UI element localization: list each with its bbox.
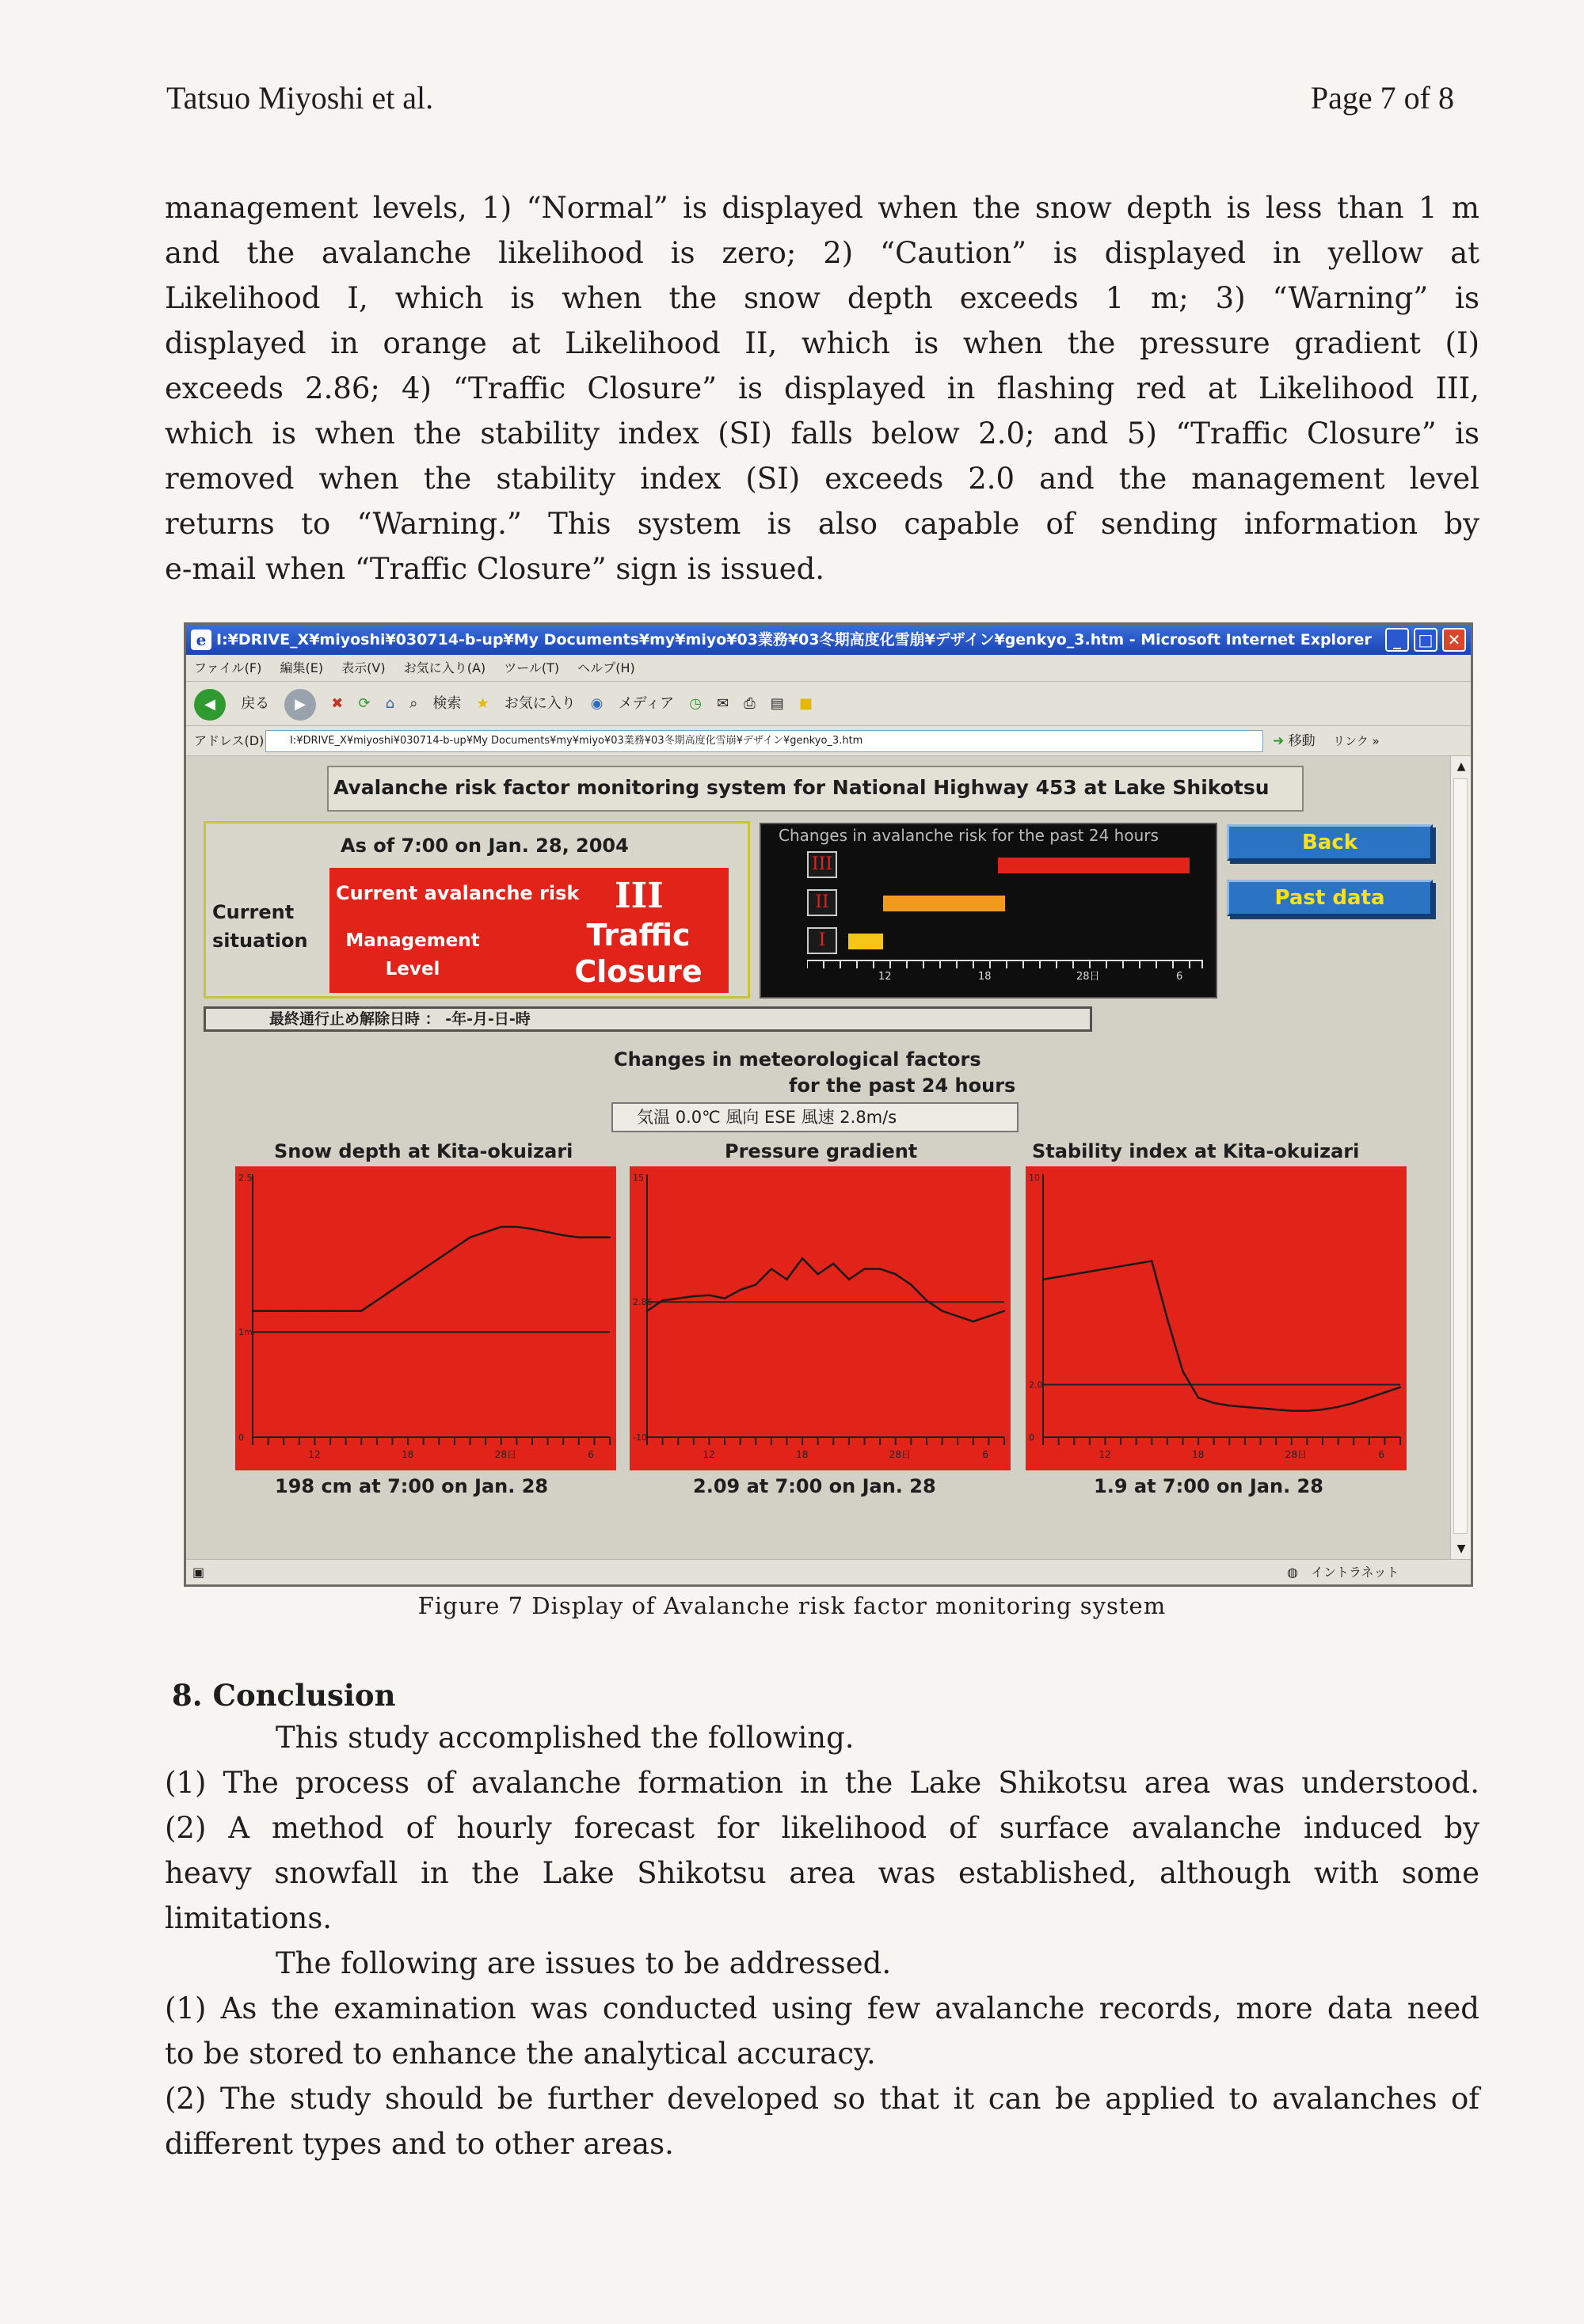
trend-tick-label: 12 (878, 971, 892, 981)
trend-level-iii: III (807, 851, 837, 878)
links-button[interactable]: リンク » (1333, 734, 1380, 748)
data-point (314, 1310, 315, 1311)
favorites-button-label[interactable]: お気に入り (504, 695, 576, 712)
text-line: (2) The study should be further developed so that it can be applied to avalanches of (165, 2082, 1479, 2116)
address-bar (186, 726, 1471, 756)
toolbar (186, 682, 1471, 726)
system-title: Avalanche risk factor monitoring system for National Highway 453 at Lake Shikotsu (327, 766, 1304, 812)
vertical-scrollbar[interactable] (1450, 756, 1471, 1559)
text-line: heavy snowfall in the Lake Shikotsu area was established, although with some (165, 1856, 1479, 1890)
text-line: which is when the stability index (SI) falls below 2.0; and 5) “Traffic Closure” is (165, 416, 1479, 451)
stability-index-current: 1.9 at 7:00 on Jan. 28 (1094, 1475, 1323, 1497)
page-number: Page 7 of 8 (1310, 80, 1454, 116)
folder-icon[interactable]: ■ (798, 695, 813, 712)
y-tick-label: 0 (238, 1432, 244, 1443)
data-point (376, 1299, 378, 1301)
management-level-value (559, 917, 718, 990)
current-situation-label (212, 898, 308, 955)
figure-caption: Figure 7 Display of Avalanche risk factor monitoring system (417, 1592, 1167, 1619)
trend-tick-label: 18 (978, 971, 992, 981)
back-button[interactable]: Back (1227, 824, 1433, 861)
menu-bar (186, 655, 1471, 682)
text-line: e-mail when “Traffic Closure” sign is issued. (165, 552, 825, 586)
data-point (988, 1315, 989, 1317)
back-button-label[interactable]: 戻る (241, 695, 270, 712)
trend-tick-label: 28日 (1076, 971, 1100, 981)
menu-file[interactable]: ファイル(F) (194, 660, 262, 675)
text-line: displayed in orange at Likelihood II, which is when the pressure gradient (I) (165, 326, 1479, 360)
data-point (267, 1310, 268, 1311)
data-point (1337, 1406, 1338, 1408)
management-value-line: Closure (574, 954, 703, 989)
data-point (1089, 1271, 1091, 1272)
minimize-button[interactable]: _ (1385, 628, 1409, 652)
chart-title-snow: Snow depth at Kita-okuizari (274, 1140, 573, 1162)
y-tick-label: 15 (633, 1173, 644, 1183)
scroll-up-icon[interactable]: ▲ (1456, 760, 1466, 773)
temperature-label: 気温 (637, 1108, 670, 1127)
data-point (693, 1295, 695, 1297)
data-point (1353, 1402, 1354, 1404)
text-line: This study accomplished the following. (276, 1721, 855, 1755)
search-icon[interactable]: ⌕ (409, 695, 418, 712)
risk-trend-title: Changes in avalanche risk for the past 24 hours (779, 826, 1159, 845)
x-tick-label: 6 (1378, 1449, 1385, 1460)
data-point (1057, 1276, 1059, 1277)
data-point (863, 1268, 865, 1269)
risk-level-value: III (615, 876, 664, 916)
close-button[interactable]: ✕ (1442, 628, 1466, 652)
data-point (724, 1298, 725, 1299)
data-point (360, 1310, 362, 1311)
window-titlebar (186, 625, 1471, 655)
management-value-line: Traffic (586, 918, 691, 953)
trend-bar-level-i (848, 934, 883, 949)
data-point (941, 1310, 942, 1311)
data-point (1275, 1409, 1277, 1410)
data-point (755, 1284, 756, 1285)
stop-icon[interactable]: ✖ (331, 695, 344, 712)
text-line: to be stored to enhance the analytical accuracy. (165, 2037, 876, 2071)
scroll-thumb[interactable] (1453, 778, 1468, 1534)
data-point (469, 1236, 470, 1238)
maximize-button[interactable]: □ (1414, 628, 1437, 652)
data-point (531, 1228, 533, 1230)
text-line: (2) A method of hourly forecast for likelihood of surface avalanche induced by (165, 1811, 1479, 1845)
running-header-author: Tatsuo Miyoshi et al. (166, 80, 434, 116)
data-point (593, 1236, 595, 1238)
management-level-label (337, 926, 488, 983)
series-line (1043, 1261, 1400, 1411)
trend-level-i: I (807, 927, 837, 954)
y-tick-label: 2.0 (1029, 1379, 1043, 1390)
print-icon[interactable]: ⎙ (744, 695, 756, 712)
series-line (253, 1227, 610, 1310)
data-point (817, 1273, 818, 1275)
current-situation-panel (204, 821, 750, 998)
security-zone-label: イントラネット (1311, 1565, 1399, 1580)
snow-depth-current: 198 cm at 7:00 on Jan. 28 (275, 1475, 549, 1497)
past-data-button[interactable]: Past data (1227, 880, 1433, 916)
data-point (609, 1236, 611, 1238)
go-button-label: 移動 (1288, 733, 1316, 749)
text-line: limitations. (165, 1901, 333, 1935)
trend-tick-label: 6 (1176, 971, 1183, 981)
meteo-title-line: for the past 24 hours (789, 1075, 1016, 1097)
menu-favorites[interactable]: お気に入り(A) (403, 660, 486, 675)
edit-icon[interactable]: ▤ (770, 695, 784, 712)
x-tick-label: 12 (308, 1449, 321, 1460)
data-point (802, 1257, 803, 1259)
intranet-zone-icon: ◍ (1287, 1565, 1298, 1580)
history-icon[interactable]: ◷ (689, 695, 702, 712)
pressure-gradient-chart (630, 1166, 1011, 1470)
x-tick-label: 12 (703, 1449, 715, 1460)
chart-plot (235, 1166, 616, 1470)
text-line: management levels, 1) “Normal” is displayed when the snow depth is less than 1 m (165, 191, 1479, 225)
data-point (1073, 1273, 1075, 1275)
chart-plot (630, 1166, 1011, 1470)
data-point (299, 1310, 300, 1311)
data-point (1228, 1405, 1230, 1406)
stability-index-chart (1026, 1166, 1407, 1470)
last-closure-lift-field: 最終通行止め解除日時 ： -年-月-日-時 (204, 1006, 1092, 1032)
browser-screenshot-figure (184, 622, 1473, 1587)
data-point (957, 1315, 958, 1317)
x-tick-label: 6 (982, 1449, 989, 1460)
x-tick-label: 18 (402, 1449, 414, 1460)
data-point (283, 1310, 284, 1311)
text-line: Likelihood I, which is when the snow depth exceeds 1 m; 3) “Warning” is (165, 281, 1479, 315)
data-point (1003, 1310, 1005, 1311)
data-point (501, 1226, 502, 1227)
data-point (832, 1263, 834, 1265)
data-point (329, 1310, 331, 1311)
data-point (1167, 1318, 1168, 1319)
data-point (879, 1268, 881, 1269)
home-icon[interactable]: ⌂ (385, 695, 395, 712)
wind-direction-label: 風向 (725, 1108, 760, 1127)
x-tick-label: 12 (1099, 1449, 1111, 1460)
temperature-value: 0.0℃ (675, 1108, 721, 1127)
management-label-line: Level (385, 959, 440, 979)
x-tick-label: 28日 (494, 1449, 517, 1460)
data-point (546, 1231, 548, 1233)
y-tick-label: 10 (1029, 1173, 1040, 1183)
y-tick-label: -10 (633, 1432, 647, 1443)
wind-speed-value: 2.8m/s (840, 1108, 897, 1127)
data-point (973, 1321, 974, 1322)
data-point (1369, 1397, 1370, 1398)
x-tick-label: 18 (1192, 1449, 1205, 1460)
data-point (516, 1226, 517, 1227)
text-line: (1) The process of avalanche formation in the Lake Shikotsu area was understood. (165, 1766, 1479, 1800)
data-point (661, 1299, 663, 1301)
text-line: returns to “Warning.” This system is also capable of sending information by (165, 507, 1479, 541)
x-tick-label: 6 (588, 1449, 595, 1460)
address-input[interactable]: I:¥DRIVE_X¥miyoshi¥030714-b-up¥My Documents¥my¥miyo¥03業務¥03冬期高度化雪崩¥デザイン¥genkyo_3.htm (265, 730, 1263, 752)
current-situation-line: situation (212, 930, 308, 952)
data-point (708, 1295, 710, 1296)
ie-logo-icon: e (191, 629, 211, 650)
data-point (646, 1310, 648, 1311)
search-button-label[interactable]: 検索 (432, 695, 462, 712)
trend-bar-level-iii (998, 858, 1190, 873)
data-point (895, 1273, 897, 1275)
text-line: (1) As the examination was conducted using few avalanche records, more data need (165, 1991, 1479, 2025)
risk-label: Current avalanche risk (336, 882, 580, 904)
text-line: The following are issues to be addressed. (276, 1946, 892, 1980)
risk-trend-panel (760, 823, 1217, 998)
data-point (1259, 1407, 1261, 1409)
y-tick-label: 1m (238, 1327, 253, 1338)
data-point (252, 1310, 253, 1311)
meteo-readings (611, 1102, 1019, 1132)
data-point (1151, 1260, 1152, 1261)
menu-tools[interactable]: ツール(T) (504, 660, 560, 675)
pressure-gradient-current: 2.09 at 7:00 on Jan. 28 (693, 1475, 936, 1497)
data-point (786, 1279, 787, 1280)
data-point (485, 1231, 486, 1233)
data-point (739, 1289, 741, 1291)
text-line: exceeds 2.86; 4) “Traffic Closure” is displayed in flashing red at Likelihood III, (165, 371, 1479, 405)
data-point (926, 1299, 927, 1301)
forward-arrow-icon[interactable]: ▶ (284, 689, 316, 721)
data-point (848, 1279, 850, 1280)
trend-time-axis (807, 959, 1203, 981)
data-point (407, 1279, 409, 1280)
risk-status-box (329, 868, 729, 993)
back-arrow-icon[interactable]: ◀ (194, 689, 226, 721)
meteo-title-line: Changes in meteorological factors (614, 1048, 981, 1071)
meteo-section-title (614, 1047, 1015, 1099)
trend-bar-level-ii (883, 896, 1005, 911)
data-point (1244, 1406, 1246, 1408)
data-point (391, 1289, 393, 1291)
mail-icon[interactable]: ✉ (717, 695, 729, 712)
wind-direction-value: ESE (764, 1108, 796, 1127)
data-point (345, 1310, 346, 1311)
data-point (1120, 1265, 1121, 1267)
series-line (647, 1258, 1004, 1322)
data-point (578, 1236, 580, 1238)
menu-view[interactable]: 表示(V) (341, 660, 386, 675)
data-point (1042, 1279, 1044, 1280)
data-point (1384, 1391, 1385, 1393)
data-point (1291, 1410, 1293, 1412)
text-line: and the avalanche likelihood is zero; 2) “Caution” is displayed in yellow at (165, 236, 1479, 270)
data-point (771, 1268, 772, 1269)
trend-level-ii: II (807, 889, 837, 916)
data-point (1213, 1402, 1214, 1404)
refresh-icon[interactable]: ⟳ (358, 695, 371, 712)
data-point (910, 1284, 912, 1285)
section-heading: 8. Conclusion (172, 1678, 396, 1713)
snow-depth-chart (235, 1166, 616, 1470)
data-point (562, 1234, 564, 1236)
chart-title-pressure: Pressure gradient (725, 1140, 918, 1162)
as-of-timestamp: As of 7:00 on Jan. 28, 2004 (341, 835, 629, 857)
current-situation-line: Current (212, 901, 295, 923)
data-point (1306, 1410, 1308, 1412)
media-icon[interactable]: ◉ (590, 695, 604, 712)
management-label-line: Management (345, 930, 480, 951)
window-title: I:¥DRIVE_X¥miyoshi¥030714-b-up¥My Documents¥my¥miyo¥03業務¥03冬期高度化雪崩¥デザイン¥genkyo_3.htm - Microsoft Internet Explorer (216, 631, 1372, 649)
scroll-down-icon[interactable]: ▼ (1456, 1542, 1466, 1555)
page-content (186, 756, 1450, 1559)
menu-edit[interactable]: 編集(E) (280, 660, 324, 675)
x-tick-label: 28日 (1285, 1449, 1308, 1460)
data-point (677, 1298, 679, 1299)
y-tick-label: 2.5 (238, 1173, 253, 1183)
x-tick-label: 28日 (889, 1449, 912, 1460)
chart-plot (1026, 1166, 1407, 1470)
menu-help[interactable]: ヘルプ(H) (577, 660, 635, 675)
intro-paragraph (165, 185, 1479, 591)
y-tick-label: 0 (1029, 1432, 1034, 1443)
data-point (1104, 1268, 1106, 1269)
data-point (454, 1247, 455, 1249)
address-label: アドレス(D) (194, 733, 265, 748)
y-tick-label: 2.86 (633, 1297, 653, 1308)
page-status-icon: ▣ (192, 1565, 205, 1580)
favorites-star-icon[interactable]: ★ (476, 695, 489, 712)
conclusion-paragraph (165, 1715, 1479, 2166)
go-button[interactable] (1273, 726, 1316, 756)
data-point (1182, 1371, 1183, 1372)
x-tick-label: 18 (796, 1449, 809, 1460)
media-button-label[interactable]: メディア (618, 695, 675, 712)
chart-title-stability: Stability index at Kita-okuizari (1032, 1140, 1360, 1162)
go-arrow-icon: ➜ (1273, 733, 1285, 749)
data-point (422, 1268, 424, 1269)
data-point (1322, 1409, 1323, 1410)
text-line: different types and to other areas. (165, 2127, 674, 2161)
text-line: removed when the stability index (SI) exceeds 2.0 and the management level (165, 462, 1479, 496)
data-point (1198, 1397, 1199, 1398)
data-point (1399, 1386, 1401, 1388)
wind-speed-label: 風速 (801, 1108, 835, 1127)
data-point (438, 1257, 440, 1259)
data-point (1135, 1263, 1137, 1265)
status-bar (186, 1559, 1471, 1584)
